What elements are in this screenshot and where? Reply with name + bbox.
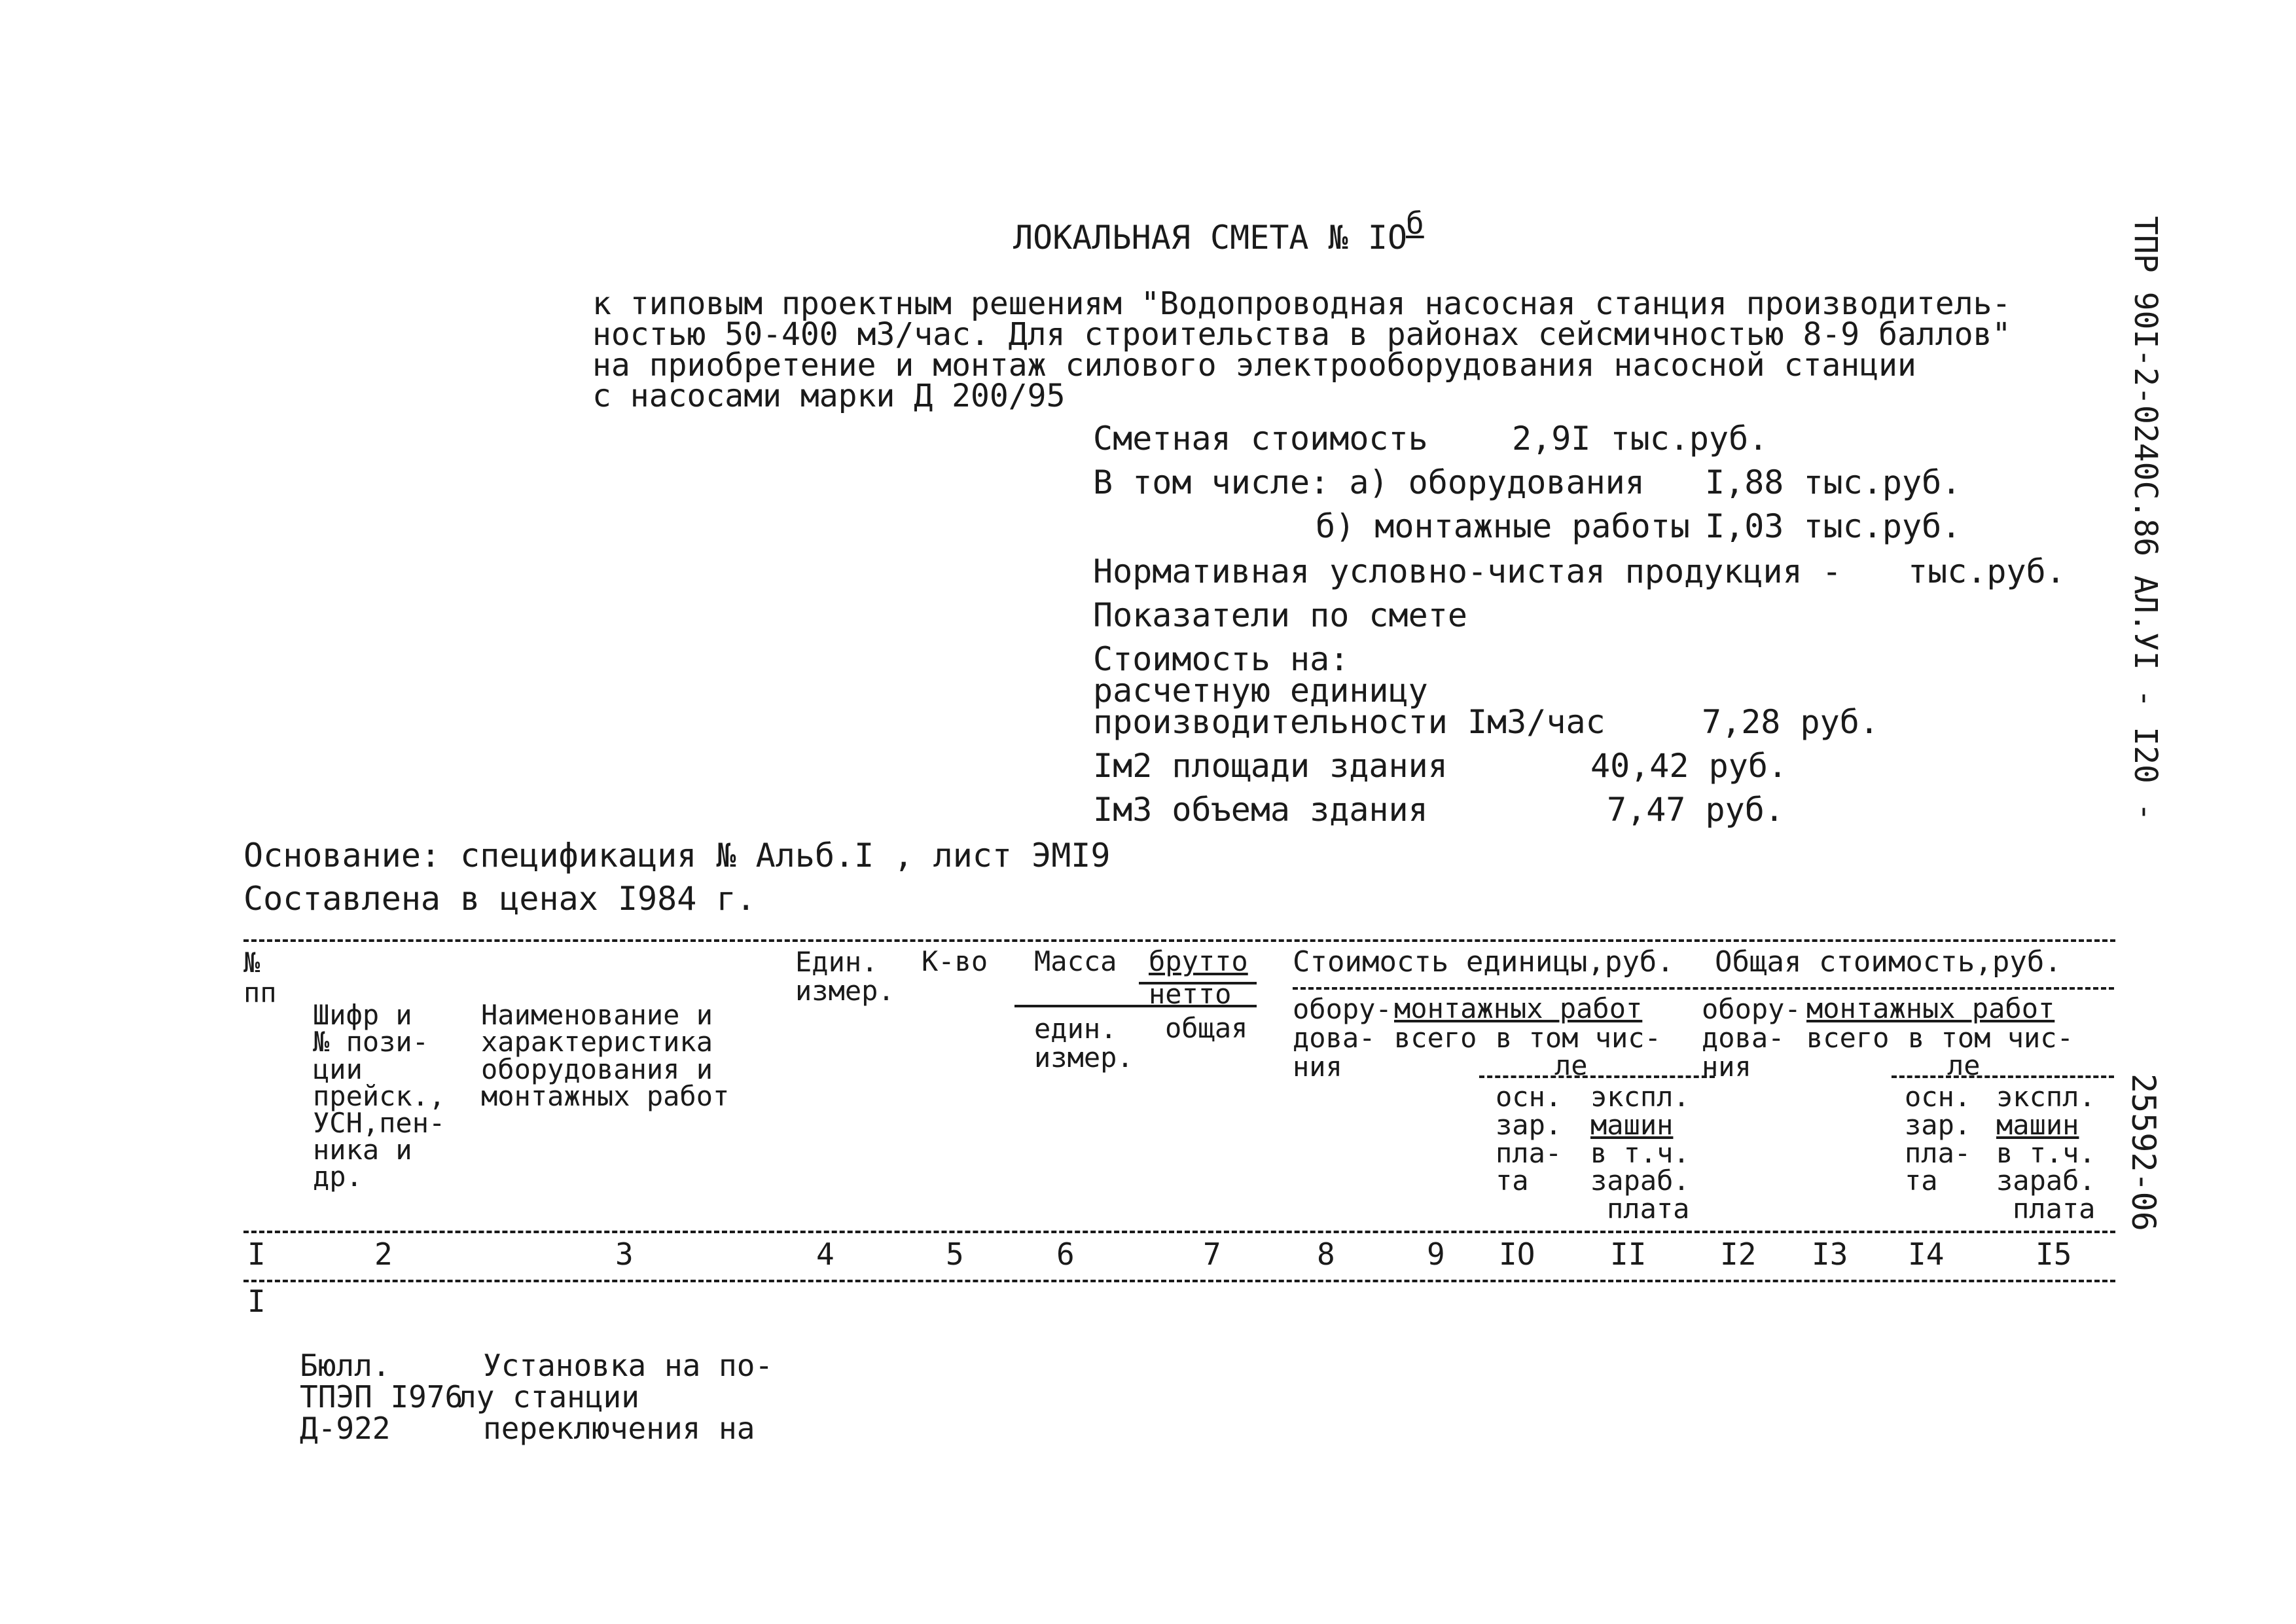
column-number: 4 [816,1236,834,1272]
header-incl-unit: в том чис- ле [1496,1022,1661,1081]
header-col-3: Наименование и характеристика оборудования и монтажных работ [481,999,730,1112]
header-equipment-unit: обору- дова- ния [1293,993,1392,1083]
basis-line: Основание: спецификация № Альб.I , лист ЭМI9 [243,837,1111,875]
normative-production-unit: тыс.руб. [1908,552,2066,590]
column-number: 2 [374,1236,393,1272]
header-col-5: К-во [922,945,988,977]
unit-capacity-label: производительности Iм3/час [1093,703,1605,741]
area-value: 40,42 руб. [1590,747,1788,785]
column-number: IO [1499,1236,1535,1272]
column-number: 8 [1317,1236,1335,1272]
estimated-cost-label: Сметная стоимость [1093,420,1428,458]
description-line: к типовым проектным решениям "Водопроводная насосная станция производитель- [592,285,2011,322]
column-number: II [1610,1236,1647,1272]
table-top-rule [243,939,2115,942]
installation-label: б) монтажные работы [1316,507,1690,545]
estimated-cost-value: 2,9I тыс.руб. [1512,420,1768,458]
header-total-cost: Общая стоимость,руб. [1715,945,2062,979]
normative-production-label: Нормативная условно-чистая продукция - [1093,552,1842,590]
column-number: 7 [1203,1236,1221,1272]
column-number: 5 [946,1236,964,1272]
equipment-cost-value: I,88 тыс.руб. [1705,463,1962,501]
header-installation-total: монтажных работ [1806,992,2055,1024]
row-code: Бюлл. ТПЭП I976 Д-922 [300,1347,463,1447]
document-title-suffix: б [1406,206,1424,241]
description-line: ностью 50-400 м3/час. Для строительства в районах сейсмичностью 8-9 баллов" [592,316,2011,353]
header-col-1: № пп [243,947,277,1009]
description-line: на приобретение и монтаж силового электрооборудования насосной станции [592,347,1916,384]
installation-cost-value: I,03 тыс.руб. [1705,507,1962,545]
column-number: 6 [1056,1236,1075,1272]
header-col-2: Шифр и № пози- ции прейск., УСН,пен- ника и др. [313,999,446,1193]
header-mass-unit: един. измер. [1034,1013,1134,1074]
header-mass-total: общая [1165,1012,1248,1044]
column-numbers-rule [243,1280,2115,1282]
header-unit-cost: Стоимость единицы,руб. [1293,945,1674,979]
sheet-number-stamp: 25592-06 [2125,1074,2162,1231]
header-equipment-total: обору- дова- ния [1702,993,1801,1083]
unit-capacity-label: расчетную единицу [1093,672,1428,710]
including-equipment-label: В том числе: а) оборудования [1093,463,1645,501]
indicators-label: Показатели по смете [1093,596,1467,634]
column-number: I [247,1236,266,1272]
header-mass: Масса [1034,945,1117,977]
header-wage-unit: осн. зар. пла- та [1496,1081,1562,1197]
header-wage-total: осн. зар. пла- та [1905,1081,1971,1197]
row-number: I [247,1284,266,1319]
volume-value: 7,47 руб. [1607,791,1784,829]
cost-per-label: Стоимость на: [1093,640,1350,678]
column-number: I4 [1908,1236,1945,1272]
column-number: I3 [1812,1236,1848,1272]
header-bottom-rule [243,1231,2115,1233]
column-number: I2 [1720,1236,1757,1272]
header-machines-unit: экспл. машин в т.ч. зараб. плата [1590,1081,1690,1225]
cost-subheader-rule [1293,987,2114,990]
column-number: I5 [2036,1236,2072,1272]
unit-capacity-value: 7,28 руб. [1702,703,1879,741]
header-brutto: брутто [1149,945,1248,977]
column-number: 3 [615,1236,634,1272]
header-netto: нетто [1149,978,1232,1010]
header-all-total: всего [1806,1022,1890,1054]
document-title: ЛОКАЛЬНАЯ СМЕТА № IO [1013,219,1408,257]
volume-label: Iм3 объема здания [1093,791,1428,829]
header-col-4: Един. измер. [795,946,895,1007]
column-number: 9 [1427,1236,1445,1272]
document-code-stamp: ТПР 90I-2-0240С.86 АЛ.УI - I20 - [2127,216,2164,821]
header-installation-unit: монтажных работ [1394,992,1643,1024]
row-name: Установка на по- лу станции переключения на [458,1347,774,1447]
description-line: с насосами марки Д 200/95 [592,378,1066,414]
basis-line: Составлена в ценах I984 г. [243,880,756,918]
header-machines-total: экспл. машин в т.ч. зараб. плата [1996,1081,2096,1225]
header-all-unit: всего [1394,1022,1477,1054]
area-label: Iм2 площади здания [1093,747,1448,785]
header-incl-total: в том чис- ле [1908,1022,2073,1081]
